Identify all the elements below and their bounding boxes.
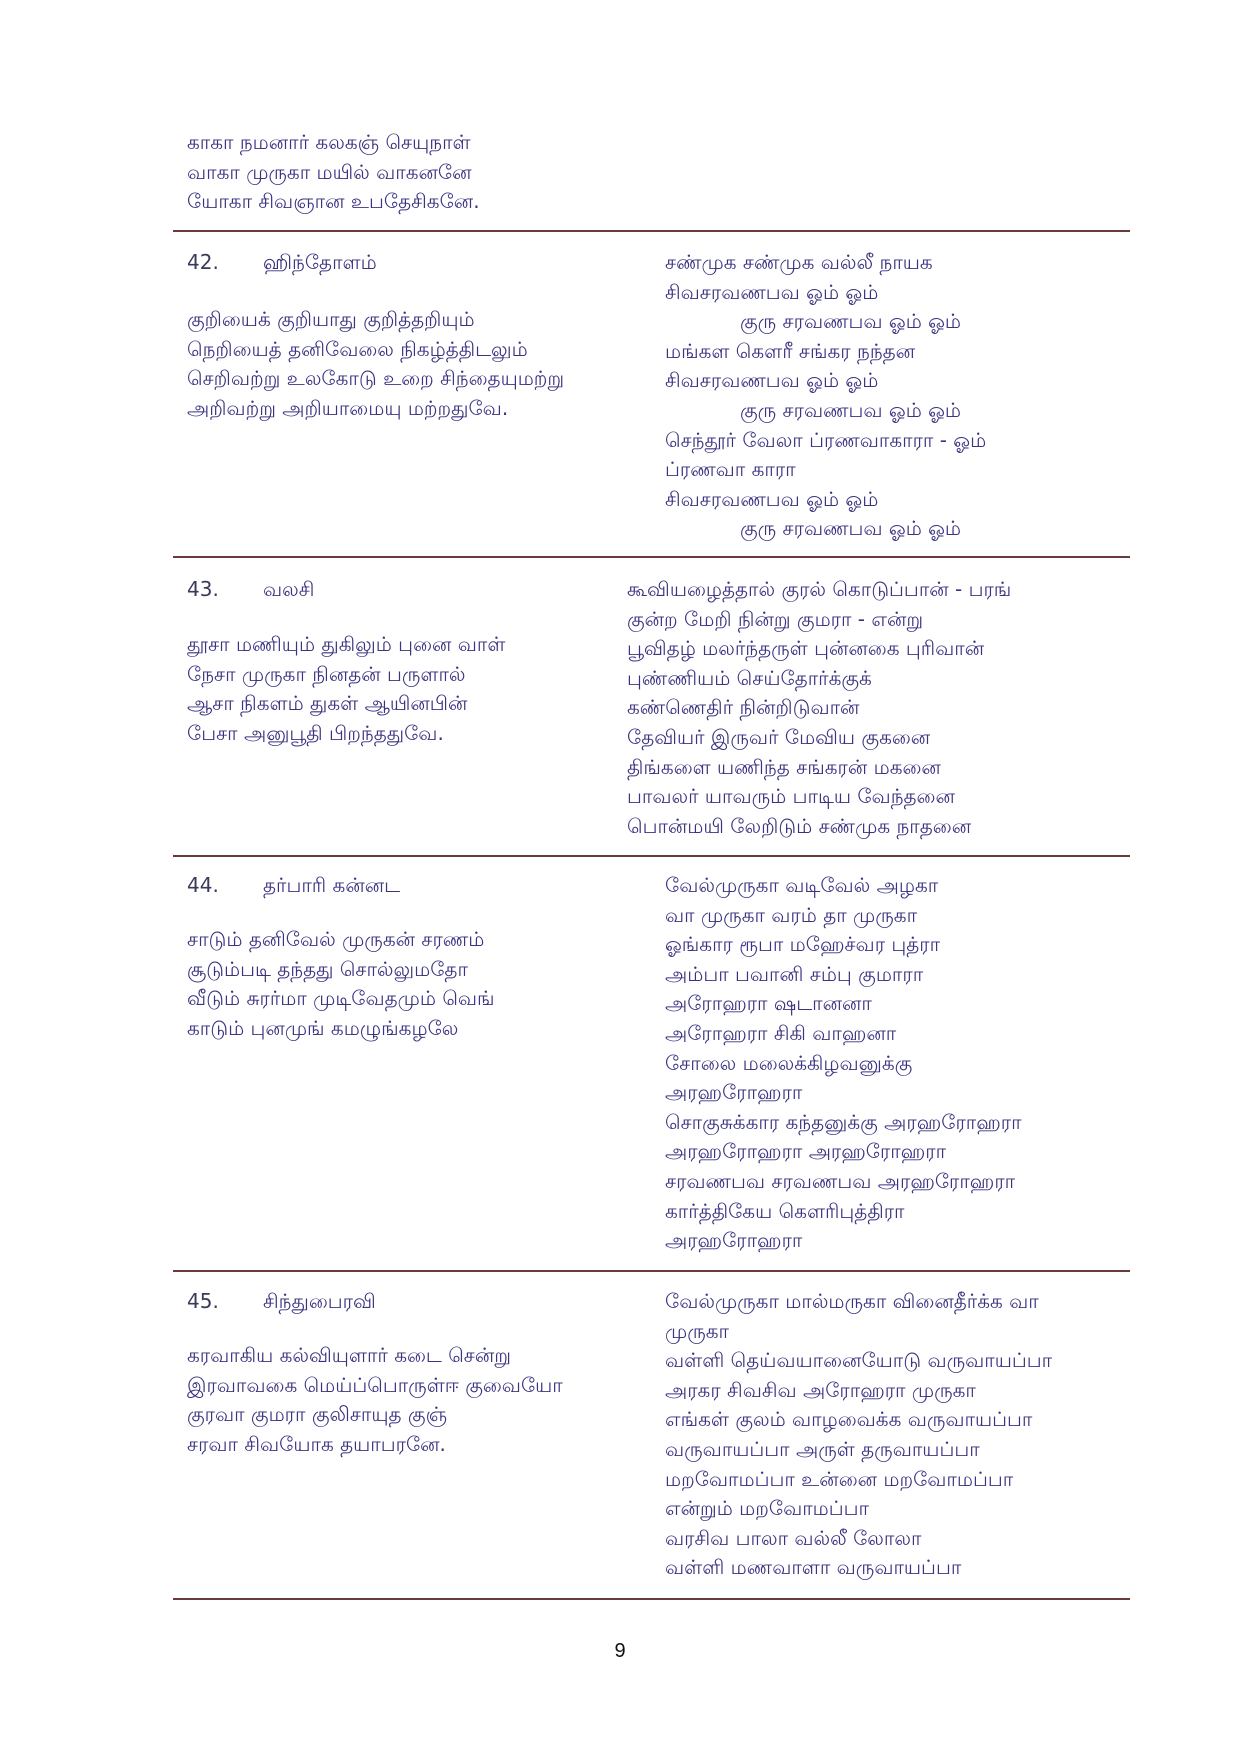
song-line: திங்களை யணிந்த சங்கரன் மகனை: [627, 754, 941, 779]
section-divider: [173, 1598, 1130, 1600]
section-heading: [187, 871, 400, 900]
song-line: கூவியழைத்தால் குரல் கொடுப்பான் - பரங்: [627, 577, 1012, 601]
raga-name: வலசி: [263, 577, 315, 601]
song-line: என்றும் மறவோமப்பா: [665, 1496, 869, 1521]
song-line: அரஹரோஹரா: [665, 1080, 803, 1105]
song-line: குரு சரவணபவ ஓம் ஓம்: [740, 309, 962, 334]
song-line: புண்ணியம் செய்தோர்க்குக்: [627, 665, 872, 690]
song-line: சோலை மலைக்கிழவனுக்கு: [665, 1050, 913, 1075]
song-line: வள்ளி தெய்வயானையோடு வருவாயப்பா: [665, 1348, 1053, 1373]
song-line: வேல்முருகா மால்மருகா வினைதீர்க்க வா: [665, 1289, 1039, 1313]
song-line: பாவலர் யாவரும் பாடிய வேந்தனை: [627, 784, 955, 809]
song-line: மங்கள கௌரீ சங்கர நந்தன: [665, 338, 916, 363]
intro-verse: [187, 128, 480, 217]
verse-line: காகா நமனார் கலகஞ் செயுநாள்: [187, 130, 471, 154]
song-block: [665, 248, 986, 544]
raga-name: சிந்துபைரவி: [263, 1289, 376, 1313]
section-divider: [173, 855, 1130, 857]
verse-line: சாடும் தனிவேல் முருகன் சரணம்: [187, 927, 485, 951]
song-line: குன்ற மேறி நின்று குமரா - என்று: [627, 606, 924, 631]
song-line: வள்ளி மணவாளா வருவாயப்பா: [665, 1555, 962, 1580]
verse-line: ஆசா நிகளம் துகள் ஆயினபின்: [187, 691, 468, 716]
verse-block: [187, 1341, 563, 1459]
song-line: பூவிதழ் மலர்ந்தருள் புன்னகை புரிவான்: [627, 636, 985, 661]
verse-line: யோகா சிவஞான உபதேசிகனே.: [187, 189, 480, 214]
song-line: அம்பா பவானி சம்பு குமாரா: [665, 961, 924, 986]
song-line: மறவோமப்பா உன்னை மறவோமப்பா: [665, 1466, 1014, 1491]
song-line: எங்கள் குலம் வாழவைக்க வருவாயப்பா: [665, 1407, 1033, 1432]
song-block: [665, 871, 1022, 1256]
verse-line: வீடும் சுரர்மா முடிவேதமும் வெங்: [187, 986, 495, 1011]
song-line: வரசிவ பாலா வல்லீ லோலா: [665, 1525, 922, 1550]
verse-block: [187, 925, 495, 1043]
song-line: குரு சரவணபவ ஓம் ஓம்: [740, 516, 962, 541]
song-line: அரோஹரா சிகி வாஹனா: [665, 1020, 897, 1045]
song-line: செந்தூர் வேலா ப்ரணவாகாரா - ஓம்: [665, 427, 987, 452]
song-line: குரு சரவணபவ ஓம் ஓம்: [740, 397, 962, 422]
verse-line: செறிவற்று உலகோடு உறை சிந்தையுமற்று: [187, 366, 565, 391]
song-line: சரவணபவ சரவணபவ அரஹரோஹரா: [665, 1168, 1016, 1193]
verse-line: சூடும்படி தந்தது சொல்லுமதோ: [187, 956, 468, 981]
section-number: 45.: [187, 1289, 219, 1313]
verse-line: அறிவற்று அறியாமையு மற்றதுவே.: [187, 395, 509, 420]
section-divider: [173, 556, 1130, 558]
song-line: சிவசரவணபவ ஓம் ஓம்: [665, 279, 879, 304]
song-line: சிவசரவணபவ ஓம் ஓம்: [665, 368, 879, 393]
verse-line: தூசா மணியும் துகிலும் புனை வாள்: [187, 632, 506, 656]
song-line: அரஹரோஹரா அரஹரோஹரா: [665, 1139, 947, 1164]
song-line: சொகுசுக்கார கந்தனுக்கு அரஹரோஹரா: [665, 1109, 1022, 1134]
song-line: வருவாயப்பா அருள் தருவாயப்பா: [665, 1436, 980, 1461]
song-line: ஓங்கார ரூபா மஹேச்வர புத்ரா: [665, 932, 941, 957]
song-block: [627, 575, 1011, 841]
raga-name: ஹிந்தோளம்: [263, 250, 377, 274]
song-block: [665, 1287, 1052, 1583]
verse-line: சரவா சிவயோக தயாபரனே.: [187, 1431, 446, 1456]
song-line: பொன்மயி லேறிடும் சண்முக நாதனை: [627, 813, 972, 838]
raga-name: தர்பாரி கன்னட: [263, 873, 401, 897]
verse-line: குறியைக் குறியாது குறித்தறியும்: [187, 307, 475, 331]
song-line: அரோஹரா ஷடானனா: [665, 991, 872, 1016]
verse-block: [187, 630, 505, 748]
song-line: சண்முக சண்முக வல்லீ நாயக: [665, 250, 933, 274]
section-number: 44.: [187, 873, 219, 897]
verse-line: குரவா குமரா குலிசாயுத குஞ்: [187, 1402, 448, 1427]
section-heading: [187, 248, 377, 277]
verse-line: இரவாவகை மெய்ப்பொருள்ஈ குவையோ: [187, 1372, 563, 1397]
song-line: ப்ரணவா காரா: [665, 457, 796, 482]
verse-line: வாகா முருகா மயில் வாகனனே: [187, 159, 472, 184]
song-line: முருகா: [665, 1318, 729, 1343]
section-number: 42.: [187, 250, 219, 274]
verse-line: நேசா முருகா நினதன் பருளால்: [187, 661, 466, 686]
section-heading: [187, 1287, 376, 1316]
verse-line: கரவாகிய கல்வியுளார் கடை சென்று: [187, 1343, 511, 1367]
section-divider: [173, 1270, 1130, 1272]
song-line: கண்ணெதிர் நின்றிடுவான்: [627, 695, 860, 720]
section-number: 43.: [187, 577, 219, 601]
song-line: அரஹரோஹரா: [665, 1228, 803, 1253]
section-heading: [187, 575, 314, 604]
page-number: 9: [614, 1640, 626, 1662]
song-line: தேவியர் இருவர் மேவிய குகனை: [627, 724, 931, 749]
verse-line: நெறியைத் தனிவேலை நிகழ்த்திடலும்: [187, 336, 528, 361]
verse-line: காடும் புனமுங் கமழுங்கழலே: [187, 1015, 459, 1040]
song-line: கார்த்திகேய கௌரிபுத்திரா: [665, 1198, 905, 1223]
section-divider: [173, 230, 1130, 232]
song-line: வா முருகா வரம் தா முருகா: [665, 902, 918, 927]
verse-block: [187, 305, 564, 423]
verse-line: பேசா அனுபூதி பிறந்ததுவே.: [187, 720, 444, 745]
song-line: சிவசரவணபவ ஓம் ஓம்: [665, 486, 879, 511]
song-line: அரகர சிவசிவ அரோஹரா முருகா: [665, 1377, 976, 1402]
song-line: வேல்முருகா வடிவேல் அழகா: [665, 873, 939, 897]
